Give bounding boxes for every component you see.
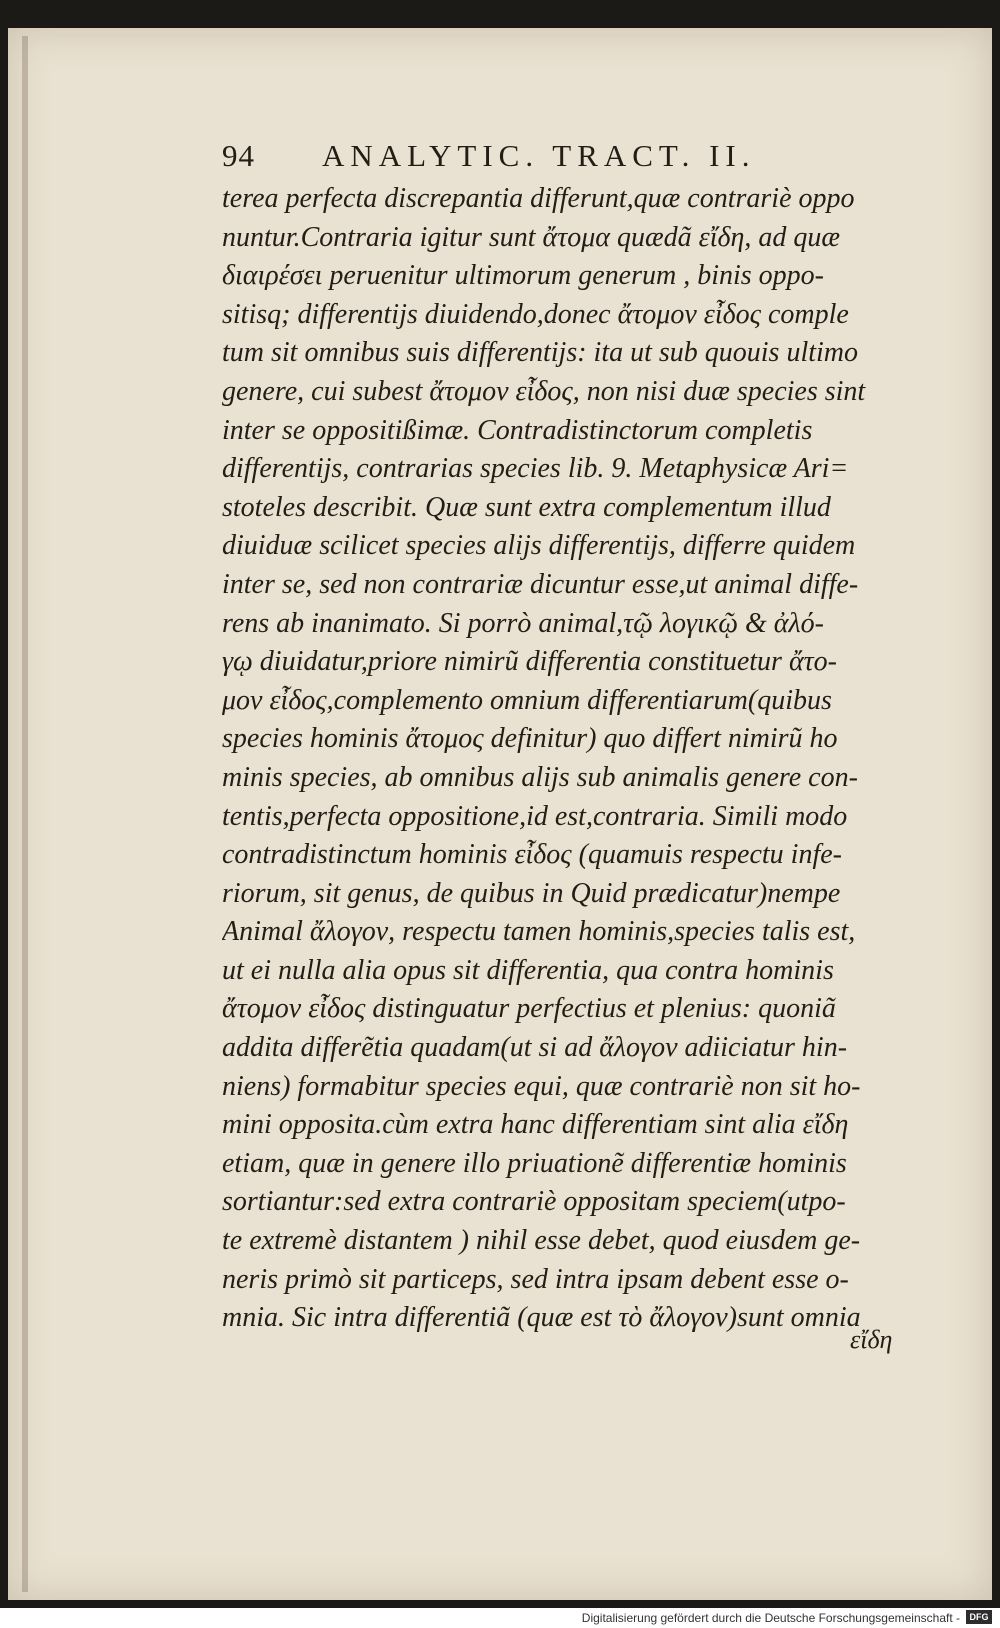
text-line: διαιρέσει peruenitur ultimorum generum , binis oppo- [222, 260, 824, 292]
text-line: minis species, ab omnibus alijs sub animalis genere con- [222, 761, 858, 793]
page-number: 94 [222, 138, 255, 173]
text-line: contradistinctum hominis εἶδος (quamuis respectu infe- [222, 839, 842, 871]
text-line: tentis,perfecta oppositione,id est,contraria. Simili modo [222, 800, 848, 832]
page-text-block [222, 138, 922, 1338]
footer-credit: Digitalisierung gefördert durch die Deutsche Forschungsgemeinschaft - [581, 1611, 960, 1625]
text-line: inter se oppositißimæ. Contradistinctorum completis [222, 414, 813, 446]
text-line: differentijs, contrarias species lib. 9. Metaphysicæ Ari= [222, 453, 849, 485]
dfg-logo: DFG [966, 1610, 992, 1624]
text-line: ἄτομον εἶδος distinguatur perfectius et plenius: quoniã [222, 993, 836, 1025]
running-head [222, 138, 922, 180]
text-line: diuiduæ scilicet species alijs differentijs, differre quidem [222, 530, 856, 562]
text-line: ut ei nulla alia opus sit differentia, qua contra hominis [222, 954, 834, 986]
text-line: niens) formabitur species equi, quæ contrariè non sit ho- [222, 1070, 861, 1102]
text-line: tum sit omnibus suis differentijs: ita ut sub quouis ultimo [222, 337, 859, 369]
text-line: γῳ diuidatur,priore nimirũ differentia constituetur ἄτο- [222, 646, 837, 678]
catchword: εἴδη [850, 1325, 893, 1354]
text-line: stoteles describit. Quæ sunt extra complementum illud [222, 491, 831, 523]
text-line: mnia. Sic intra differentiã (quæ est τὸ ἄλογον)sunt omnia [222, 1302, 861, 1334]
text-line: nuntur.Contraria igitur sunt ἄτομα quædã εἴδη, ad quæ [222, 221, 841, 253]
text-line: sitisq; differentijs diuidendo,donec ἄτομον εἶδος comple [222, 298, 849, 330]
text-line: etiam, quæ in genere illo priuationẽ differentiæ hominis [222, 1147, 847, 1179]
text-line: te extremè distantem ) nihil esse debet, quod eiusdem ge- [222, 1225, 861, 1257]
text-line: sortiantur:sed extra contrariè oppositam speciem(utpo- [222, 1186, 846, 1218]
text-line: addita differẽtia quadam(ut si ad ἄλογον adiiciatur hin- [222, 1032, 848, 1064]
page-gutter-shadow [22, 36, 28, 1592]
text-line: terea perfecta discrepantia differunt,quæ contrariè oppo [222, 183, 855, 214]
text-line: neris primò sit particeps, sed intra ipsam debent esse o- [222, 1263, 849, 1295]
text-line: mini opposita.cùm extra hanc differentiam sint alia εἴδη [222, 1109, 849, 1141]
text-line: inter se, sed non contrariæ dicuntur esse,ut animal diffe- [222, 568, 859, 600]
text-line: riorum, sit genus, de quibus in Quid prædicatur)nempe [222, 877, 841, 909]
running-title: ANALYTIC. TRACT. II. [322, 138, 756, 173]
text-line: genere, cui subest ἄτομον εἶδος, non nisi duæ species sint [222, 375, 866, 407]
body-text [222, 180, 922, 1338]
text-line: μον εἶδος,complemento omnium differentiarum(quibus [222, 684, 832, 716]
text-line: Animal ἄλογον, respectu tamen hominis,species talis est, [222, 916, 856, 948]
text-line: rens ab inanimato. Si porrò animal,τῷ λογικῷ & ἀλό- [222, 607, 824, 639]
text-line: species hominis ἄτομος definitur) quo differt nimirũ ho [222, 723, 838, 755]
